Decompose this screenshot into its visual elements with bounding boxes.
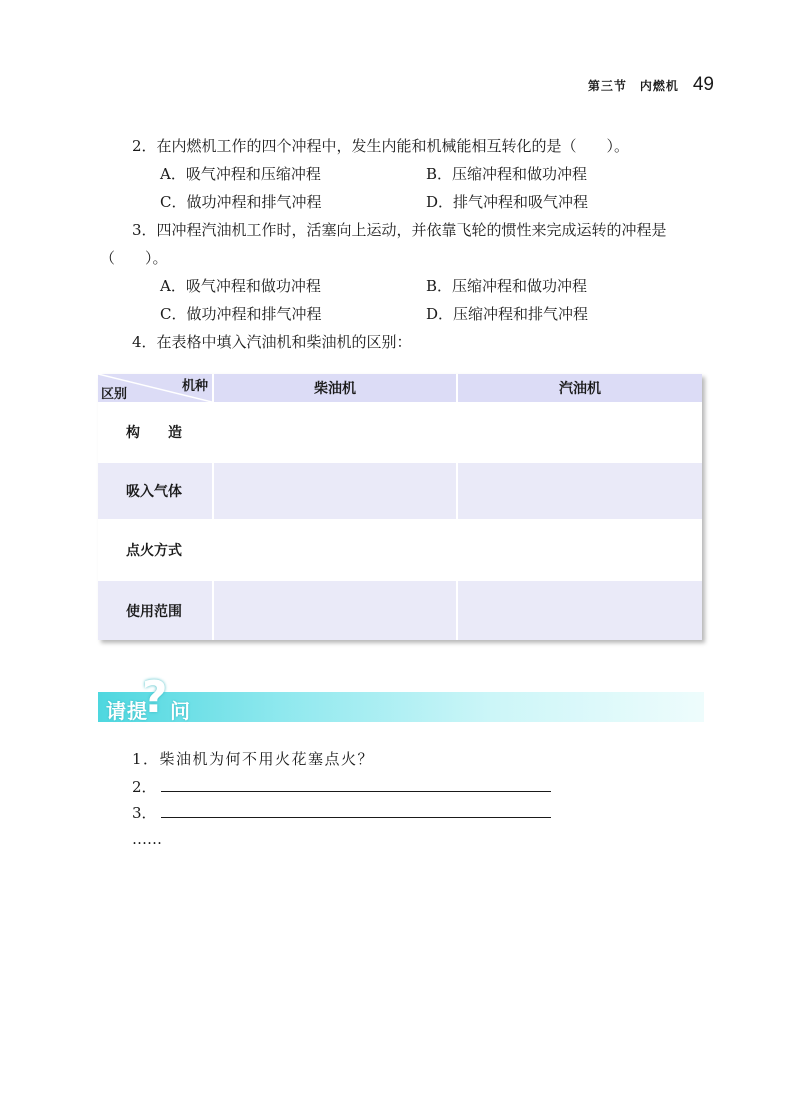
question-3-option-d: D．压缩冲程和排气冲程 (426, 305, 589, 323)
page-number: 49 (692, 74, 714, 95)
question-4-stem: 4．在表格中填入汽油机和柴油机的区别： (132, 333, 412, 351)
column-header-gasoline: 汽油机 (458, 374, 702, 402)
question-3-option-b: B．压缩冲程和做功冲程 (426, 277, 588, 295)
question-2-option-a: A．吸气冲程和压缩冲程 (160, 165, 321, 183)
question-mark-icon: ? (142, 672, 168, 723)
column-header-diesel: 柴油机 (214, 374, 456, 402)
answer-blank-line[interactable] (161, 779, 551, 792)
row-label-ignition: 点火方式 (98, 521, 212, 579)
question-2-option-d: D．排气冲程和吸气冲程 (426, 193, 589, 211)
table-corner-cell (98, 374, 212, 402)
row-label-intake-gas: 吸入气体 (98, 463, 212, 519)
banner-title-right: 问 (170, 699, 190, 723)
question-2-stem: 2．在内燃机工作的四个冲程中，发生内能和机械能相互转化的是（ ）。 (132, 137, 630, 155)
answer-blank-line[interactable] (161, 805, 551, 818)
question-3-option-a: A．吸气冲程和做功冲程 (160, 277, 321, 295)
comparison-table (98, 374, 702, 640)
question-3-option-c: C．做功冲程和排气冲程 (160, 305, 322, 323)
corner-label-engine-type: 机种 (181, 379, 208, 394)
row-label-structure: 构 造 (98, 402, 212, 461)
ask-item-3-number: 3． (132, 804, 157, 822)
ask-item-2 (132, 776, 551, 797)
corner-label-difference: 区别 (101, 387, 128, 402)
question-2-option-c: C．做功冲程和排气冲程 (160, 193, 322, 211)
table-cell-blank[interactable] (458, 463, 702, 519)
ask-item-3 (132, 802, 551, 823)
question-2-option-b: B．压缩冲程和做功冲程 (426, 165, 588, 183)
question-3-stem: 3．四冲程汽油机工作时，活塞向上运动，并依靠飞轮的惯性来完成运转的冲程是 (132, 221, 667, 239)
table-cell-blank[interactable] (214, 581, 456, 640)
ask-item-1: 1．柴油机为何不用火花塞点火？ (132, 750, 375, 768)
table-cell-blank[interactable] (458, 402, 702, 461)
table-cell-blank[interactable] (214, 463, 456, 519)
table-cell-blank[interactable] (214, 521, 456, 579)
table-cell-blank[interactable] (458, 581, 702, 640)
section-title: 第三节 内燃机 (587, 79, 679, 93)
ask-ellipsis: …… (132, 830, 162, 848)
ask-item-2-number: 2． (132, 778, 157, 796)
row-label-usage: 使用范围 (98, 581, 212, 640)
ask-questions-banner (98, 672, 704, 723)
banner-title-left: 请提 (106, 699, 148, 723)
table-cell-blank[interactable] (214, 402, 456, 461)
table-cell-blank[interactable] (458, 521, 702, 579)
running-header (588, 74, 714, 96)
question-3-stem-continued: （ ）。 (100, 249, 168, 267)
